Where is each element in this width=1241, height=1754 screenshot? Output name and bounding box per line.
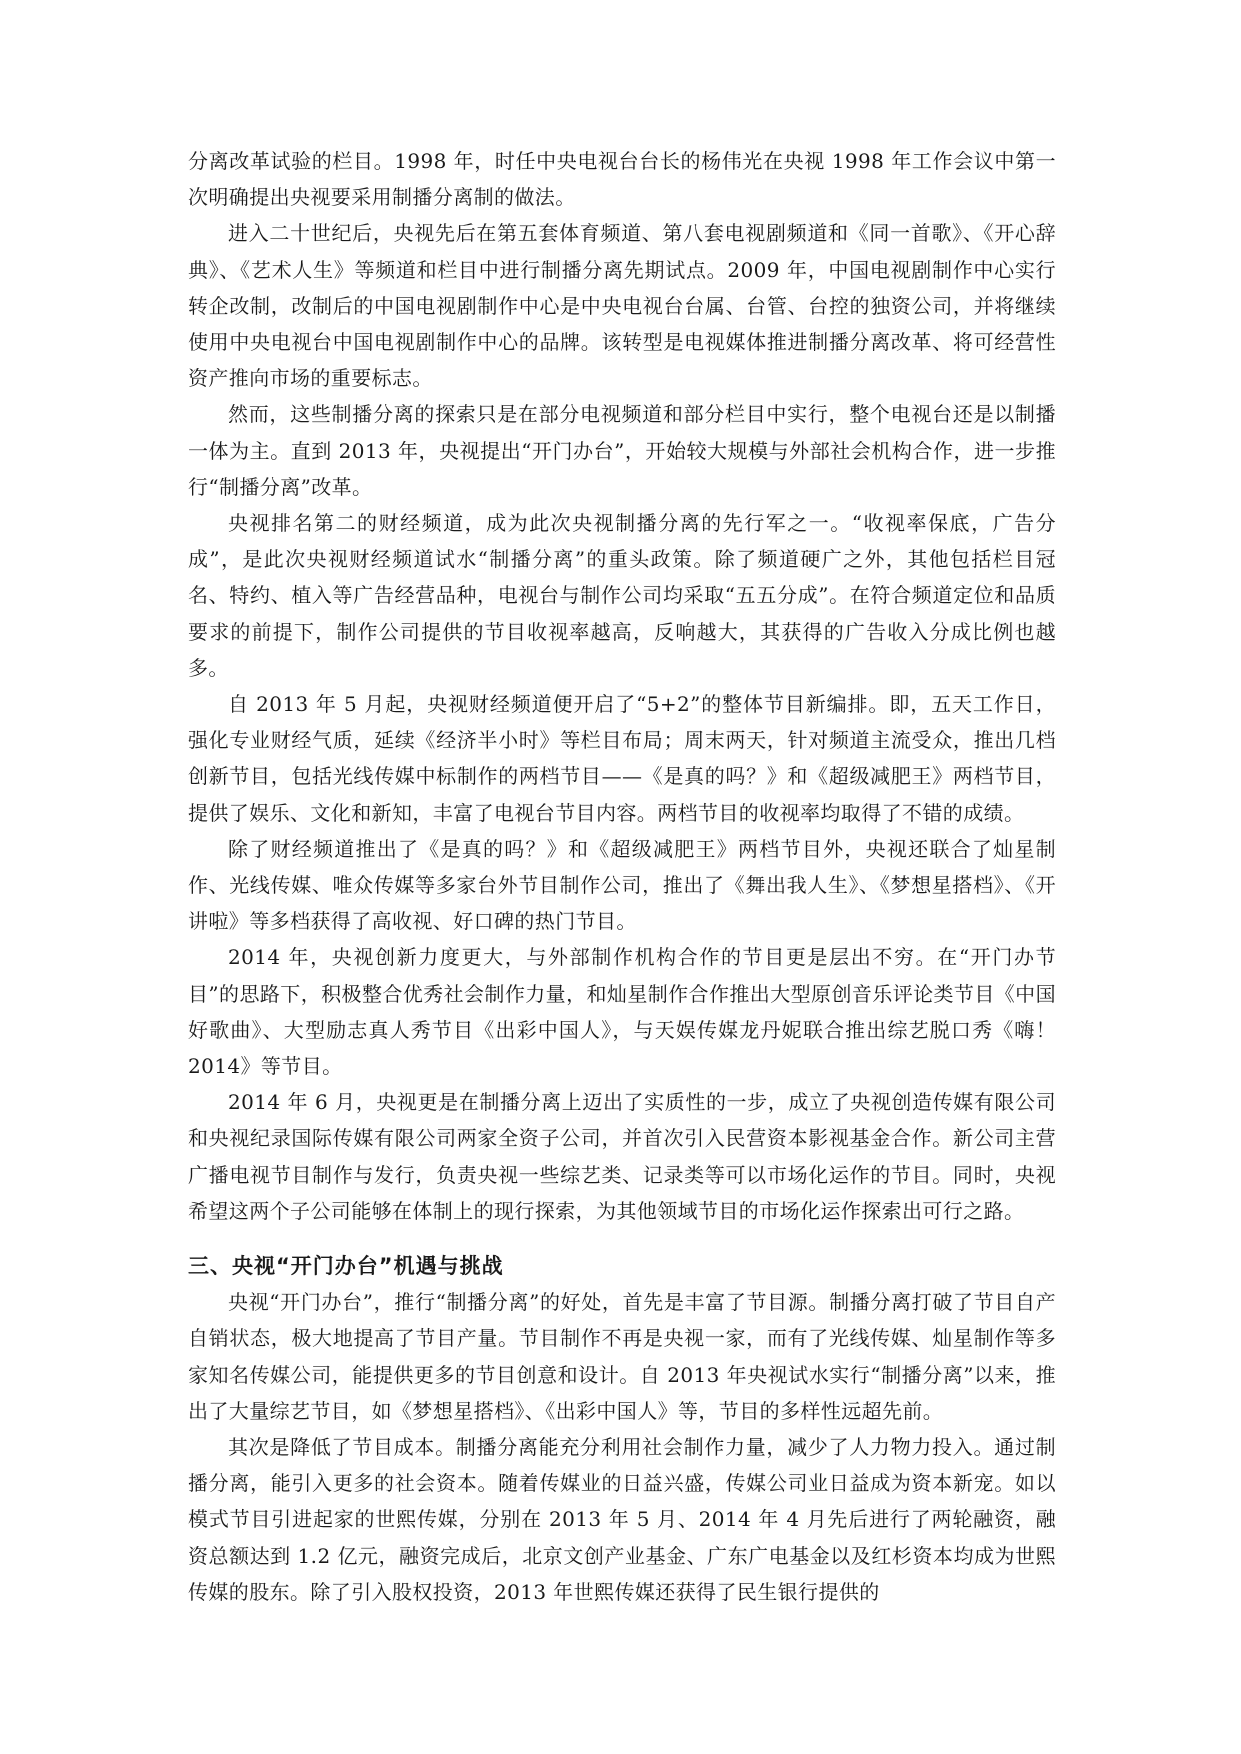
paragraph-5: 自 2013 年 5 月起，央视财经频道便开启了“5+2”的整体节目新编排。即，五天工作日，强化专业财经气质，延续《经济半小时》等栏目布局；周末两天，针对频道主流受众，推出几档创新节目，包括光线传媒中标制作的两档节目——《是真的吗？》和《超级减肥王》两档节目，提供了娱乐、文化和新知，丰富了电视台节目内容。两档节目的收视率均取得了不错的成绩。 bbox=[188, 692, 1056, 825]
paragraph-9: 央视“开门办台”，推行“制播分离”的好处，首先是丰富了节目源。制播分离打破了节目自产自销状态，极大地提高了节目产量。节目制作不再是央视一家，而有了光线传媒、灿星制作等多家知名传媒公司，能提供更多的节目创意和设计。自 2013 年央视试水实行“制播分离”以来，推出了大量综艺节目，如《梦想星搭档》、《出彩中国人》等，节目的多样性远超先前。 bbox=[188, 1290, 1056, 1423]
paragraph-8: 2014 年 6 月，央视更是在制播分离上迈出了实质性的一步，成立了央视创造传媒有限公司和央视纪录国际传媒有限公司两家全资子公司，并首次引入民营资本影视基金合作。新公司主营广播电视节目制作与发行，负责央视一些综艺类、记录类等可以市场化运作的节目。同时，央视希望这两个子公司能够在体制上的现行探索，为其他领域节目的市场化运作探索出可行之路。 bbox=[188, 1090, 1056, 1223]
paragraph-4: 央视排名第二的财经频道，成为此次央视制播分离的先行军之一。“收视率保底，广告分成”，是此次央视财经频道试水“制播分离”的重头政策。除了频道硬广之外，其他包括栏目冠名、特约、植入等广告经营品种，电视台与制作公司均采取“五五分成”。在符合频道定位和品质要求的前提下，制作公司提供的节目收视率越高，反响越大，其获得的广告收入分成比例也越多。 bbox=[188, 511, 1056, 680]
paragraph-3: 然而，这些制播分离的探索只是在部分电视频道和部分栏目中实行，整个电视台还是以制播一体为主。直到 2013 年，央视提出“开门办台”，开始较大规模与外部社会机构合作，进一步推行“制播分离”改革。 bbox=[188, 402, 1056, 499]
paragraph-1: 分离改革试验的栏目。1998 年，时任中央电视台台长的杨伟光在央视 1998 年工作会议中第一次明确提出央视要采用制播分离制的做法。 bbox=[188, 149, 1056, 210]
paragraph-7: 2014 年，央视创新力度更大，与外部制作机构合作的节目更是层出不穷。在“开门办节目”的思路下，积极整合优秀社会制作力量，和灿星制作合作推出大型原创音乐评论类节目《中国好歌曲》、大型励志真人秀节目《出彩中国人》，与天娱传媒龙丹妮联合推出综艺脱口秀《嗨！2014》等节目。 bbox=[188, 945, 1056, 1079]
section-heading: 三、央视“开门办台”机遇与挑战 bbox=[188, 1254, 504, 1279]
paragraph-6: 除了财经频道推出了《是真的吗？》和《超级减肥王》两档节目外，央视还联合了灿星制作、光线传媒、唯众传媒等多家台外节目制作公司，推出了《舞出我人生》、《梦想星搭档》、《开讲啦》等多档获得了高收视、好口碑的热门节目。 bbox=[188, 836, 1056, 934]
paragraph-10: 其次是降低了节目成本。制播分离能充分利用社会制作力量，减少了人力物力投入。通过制播分离，能引入更多的社会资本。随着传媒业的日益兴盛，传媒公司业日益成为资本新宠。如以模式节目引进起家的世熙传媒，分别在 2013 年 5 月、2014 年 4 月先后进行了两轮融资，融资总额达到 1.2 亿元，融资完成后，北京文创产业基金、广东广电基金以及红杉资本均成为世熙传媒的股东。除了引入股权投资，2013 年世熙传媒还获得了民生银行提供的 bbox=[188, 1434, 1056, 1604]
paragraph-2: 进入二十世纪后，央视先后在第五套体育频道、第八套电视剧频道和《同一首歌》、《开心辞典》、《艺术人生》等频道和栏目中进行制播分离先期试点。2009 年，中国电视剧制作中心实行转企改制，改制后的中国电视剧制作中心是中央电视台台属、台管、台控的独资公司，并将继续使用中央电视台中国电视剧制作中心的品牌。该转型是电视媒体推进制播分离改革、将可经营性资产推向市场的重要标志。 bbox=[188, 221, 1056, 391]
